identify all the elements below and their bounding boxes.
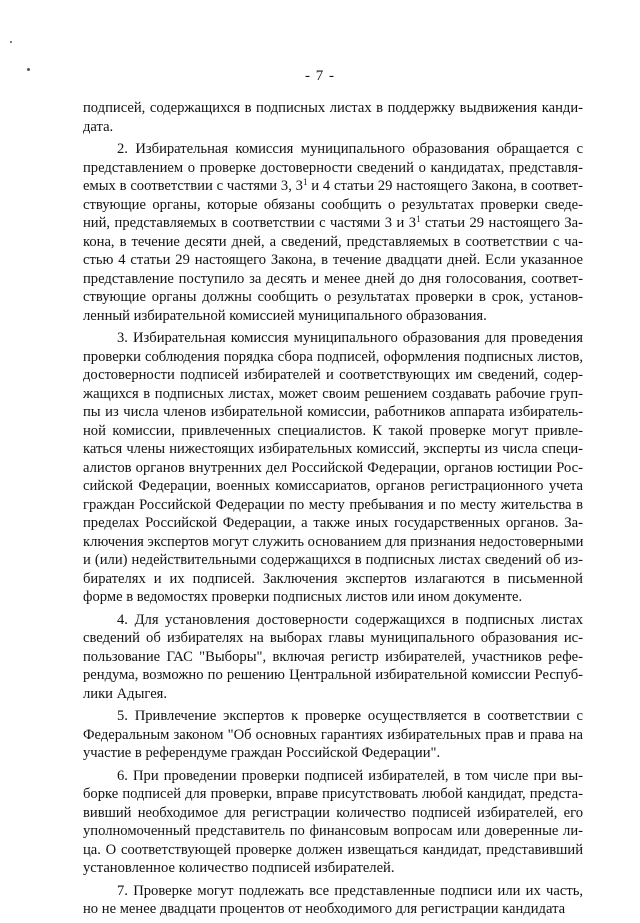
text-line: 3. Избирательная комиссия муниципального образования для проведения [117,330,583,346]
text-line: установленное количество подписей избирателей. [83,860,395,876]
text-line: ний, представляемых в соответствии с частями 3 и $3^1$ статьи 29 настоящего За- [83,214,583,231]
text-line: и (или) недействительными содержащихся в подписных листах сведений об из- [83,552,583,568]
text-line: ствующие органы, которые обязаны сообщить о результатах проверки сведе- [83,196,583,213]
text-line: участие в референдуме граждан Российской Федерации". [83,745,441,761]
paragraph [83,140,583,325]
page-number: - 7 - [305,68,335,84]
text-line: ствующие органы должны сообщить о результатах проверки в срок, установ- [83,289,583,305]
text-line: но не менее двадцати процентов от необходимого для регистрации кандидата [83,901,566,917]
text-line: граждан Российской Федерации по месту пребывания и по месту жительства в [83,496,583,513]
text-line: ключения экспертов могут служить основанием для признания недостоверными [83,533,584,550]
text-line: 7. Проверке могут подлежать все представленные подписи или их часть, [117,882,583,899]
scan-speck [10,41,12,43]
text-line: борке подписей для проверки, вправе присутствовать любой кандидат, предста- [83,786,583,802]
text-line: 4. Для установления достоверности содержащихся в подписных листах [117,611,583,628]
text-line: 6. При проведении проверки подписей избирателей, в том числе при вы- [117,767,583,784]
text-line: представление поступило за десять и менее дней до дня голосования, соответ- [83,270,583,287]
paragraph [83,611,583,704]
text-line: рендума, возможно по решению Центральной избирательной комиссии Респуб- [83,667,583,683]
text-line: дата. [83,118,114,135]
document-body [83,99,583,923]
text-line: бирателях и их подписей. Заключения экспертов излагаются в письменной [83,570,583,587]
paragraph [83,707,583,763]
text-line: 5. Привлечение экспертов к проверке осуществляется в соответствии с [117,708,583,724]
text-line: Федеральным законом "Об основных гарантиях избирательных прав и права на [83,726,583,743]
text-line: алистов органов внутренних дел Российской Федерации, органов юстиции Рос- [83,459,583,476]
text-line: вивший необходимое для регистрации количество подписей избирателей, его [83,804,583,821]
paragraph [83,767,583,878]
text-line: ной комиссии, привлеченных специалистов. К такой проверке могут привле- [83,422,583,439]
text-line: представлением о проверке достоверности сведений о кандидатах, представля- [83,159,583,176]
text-line: сийской Федерации, военных комиссариатов, органов регистрационного учета [83,478,583,494]
text-line: достоверности подписей избирателей и соответствующих им сведений, содер- [83,367,583,383]
text-line: лики Адыгея. [83,685,168,702]
text-line: стью 4 статьи 29 настоящего Закона, в течение двадцати дней. Если указанное [83,252,583,268]
paragraph [83,329,583,607]
text-line: каться члены нижестоящих избирательных комиссий, эксперты из числа специ- [83,441,583,457]
text-line: проверки соблюдения порядка сбора подписей, оформления подписных листов, [83,348,583,365]
text-line: 2. Избирательная комиссия муниципального образования обращается с [117,141,583,157]
text-line: форме в ведомостях проверки подписных листов или ином документе. [83,589,523,605]
text-line: подписей, содержащихся в подписных листах в поддержку выдвижения канди- [83,100,583,116]
text-line: жащихся в подписных листах, может своим решением создавать рабочие груп- [83,385,583,402]
text-line: сведений об избирателях на выборах главы муниципального образования ис- [83,630,583,646]
text-line: емых в соответствии с частями 3, $3^1$ и 4 статьи 29 настоящего Закона, в соответ- [83,177,583,194]
text-line: уполномоченный представитель по финансовым вопросам или доверенные ли- [83,823,583,839]
text-line: ца. О соответствующей проверке должен извещаться кандидат, представивший [83,841,583,858]
paragraph [83,882,583,919]
text-line: пользование ГАС "Выборы", включая регистр избирателей, участников рефе- [83,648,583,665]
text-line: кона, в течение десяти дней, а сведений, представляемых в соответствии с ча- [83,233,583,250]
paragraph [83,99,583,136]
text-line: пределах Российской Федерации, а также иных государственных органов. За- [83,515,583,531]
text-line: ленный избирательной комиссией муниципального образования. [83,307,487,324]
text-line: пы из числа членов избирательной комиссии, работников аппарата избиратель- [83,404,583,420]
